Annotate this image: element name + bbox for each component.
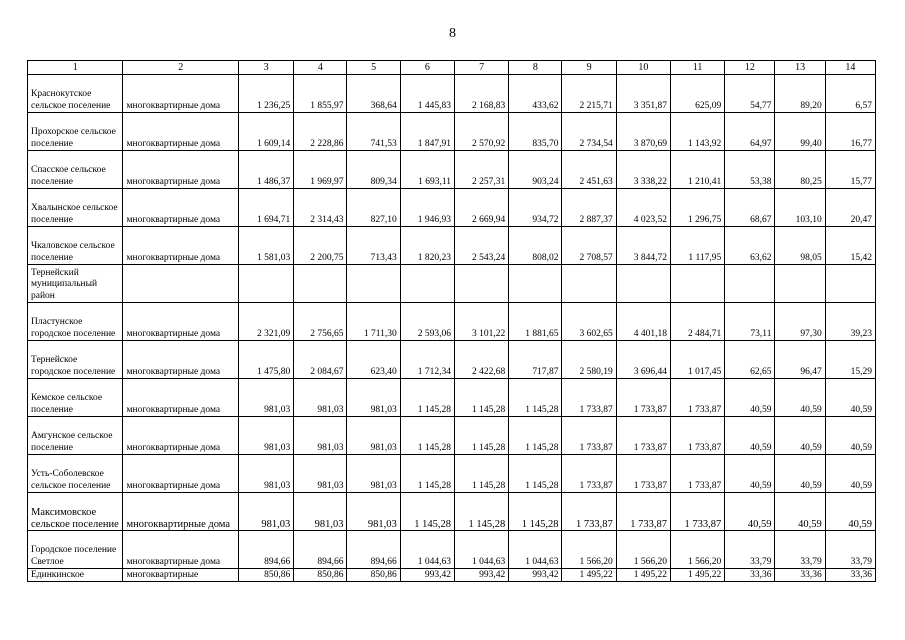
settlement-name: Амгунское сельское поселение (28, 417, 123, 455)
value-cell: 981,03 (294, 417, 347, 455)
value-cell: 1 733,87 (670, 493, 724, 531)
settlement-name: Чкаловское сельское поселение (28, 227, 123, 265)
value-cell: 2 200,75 (294, 227, 347, 265)
housing-type: многоквартирные дома (123, 417, 239, 455)
value-cell: 894,66 (347, 531, 400, 569)
settlement-name: Тернейский муниципальный район (28, 265, 123, 303)
housing-type: многоквартирные дома (123, 341, 239, 379)
value-cell: 1 495,22 (670, 569, 724, 582)
value-cell (670, 265, 724, 303)
value-cell: 1 145,28 (509, 455, 562, 493)
settlement-name: Краснокутское сельское поселение (28, 75, 123, 113)
value-cell: 1 733,87 (562, 493, 616, 531)
settlement-name: Прохорское сельское поселение (28, 113, 123, 151)
value-cell: 741,53 (347, 113, 400, 151)
value-cell: 63,62 (725, 227, 775, 265)
value-cell: 717,87 (509, 341, 562, 379)
housing-type: многоквартирные дома (123, 227, 239, 265)
value-cell: 20,47 (825, 189, 875, 227)
table-row (28, 151, 876, 189)
table-row (28, 341, 876, 379)
column-header: 12 (725, 61, 775, 75)
value-cell: 2 543,24 (454, 227, 508, 265)
value-cell: 1 711,30 (347, 303, 400, 341)
table-row (28, 227, 876, 265)
value-cell: 981,03 (238, 493, 293, 531)
value-cell: 103,10 (775, 189, 825, 227)
value-cell: 80,25 (775, 151, 825, 189)
value-cell: 1 475,80 (238, 341, 293, 379)
value-cell: 623,40 (347, 341, 400, 379)
value-cell: 1 855,97 (294, 75, 347, 113)
value-cell: 625,09 (670, 75, 724, 113)
value-cell: 68,67 (725, 189, 775, 227)
value-cell: 2 593,06 (400, 303, 454, 341)
value-cell: 2 734,54 (562, 113, 616, 151)
settlement-name: Городское поселение Светлое (28, 531, 123, 569)
value-cell: 1 145,28 (454, 493, 508, 531)
value-cell: 73,11 (725, 303, 775, 341)
value-cell: 33,36 (825, 569, 875, 582)
value-cell (400, 265, 454, 303)
value-cell: 1 495,22 (616, 569, 670, 582)
housing-type: многоквартирные дома (123, 113, 239, 151)
value-cell: 981,03 (347, 493, 400, 531)
value-cell: 1 733,87 (562, 379, 616, 417)
column-header: 9 (562, 61, 616, 75)
value-cell: 993,42 (509, 569, 562, 582)
column-header: 5 (347, 61, 400, 75)
value-cell: 1 566,20 (670, 531, 724, 569)
value-cell: 981,03 (294, 455, 347, 493)
value-cell (294, 265, 347, 303)
value-cell: 40,59 (825, 493, 875, 531)
value-cell: 2 228,86 (294, 113, 347, 151)
value-cell: 1 733,87 (562, 417, 616, 455)
value-cell: 981,03 (347, 379, 400, 417)
value-cell: 1 143,92 (670, 113, 724, 151)
value-cell (509, 265, 562, 303)
value-cell: 850,86 (238, 569, 293, 582)
value-cell: 1 145,28 (400, 379, 454, 417)
value-cell: 1 733,87 (616, 417, 670, 455)
value-cell: 40,59 (725, 417, 775, 455)
value-cell: 1 145,28 (509, 379, 562, 417)
value-cell (238, 265, 293, 303)
value-cell: 40,59 (825, 417, 875, 455)
value-cell: 981,03 (294, 379, 347, 417)
value-cell: 809,34 (347, 151, 400, 189)
settlement-name: Единкинское (28, 569, 123, 582)
column-number-row (28, 61, 876, 75)
value-cell: 894,66 (294, 531, 347, 569)
table-row (28, 265, 876, 303)
settlement-name: Кемское сельское поселение (28, 379, 123, 417)
column-header: 2 (123, 61, 239, 75)
value-cell: 2 708,57 (562, 227, 616, 265)
value-cell: 89,20 (775, 75, 825, 113)
value-cell: 981,03 (294, 493, 347, 531)
column-header: 6 (400, 61, 454, 75)
value-cell: 2 314,43 (294, 189, 347, 227)
value-cell: 1 044,63 (400, 531, 454, 569)
value-cell: 981,03 (238, 379, 293, 417)
value-cell: 1 733,87 (616, 493, 670, 531)
value-cell: 3 338,22 (616, 151, 670, 189)
value-cell: 2 669,94 (454, 189, 508, 227)
table-row (28, 113, 876, 151)
housing-type: многоквартирные дома (123, 455, 239, 493)
settlement-name: Пластунское городское поселение (28, 303, 123, 341)
housing-type: многоквартирные дома (123, 379, 239, 417)
value-cell: 54,77 (725, 75, 775, 113)
value-cell: 1 044,63 (454, 531, 508, 569)
value-cell: 1 566,20 (562, 531, 616, 569)
value-cell: 835,70 (509, 113, 562, 151)
value-cell (616, 265, 670, 303)
value-cell: 850,86 (294, 569, 347, 582)
value-cell: 99,40 (775, 113, 825, 151)
tariff-table (27, 60, 876, 582)
column-header: 14 (825, 61, 875, 75)
value-cell: 993,42 (400, 569, 454, 582)
value-cell: 1 236,25 (238, 75, 293, 113)
value-cell: 98,05 (775, 227, 825, 265)
value-cell: 2 084,67 (294, 341, 347, 379)
value-cell: 1 969,97 (294, 151, 347, 189)
table-row (28, 189, 876, 227)
value-cell: 993,42 (454, 569, 508, 582)
value-cell: 62,65 (725, 341, 775, 379)
value-cell: 1 946,93 (400, 189, 454, 227)
value-cell: 1 117,95 (670, 227, 724, 265)
value-cell: 1 145,28 (509, 493, 562, 531)
value-cell: 33,36 (775, 569, 825, 582)
value-cell: 433,62 (509, 75, 562, 113)
column-header: 8 (509, 61, 562, 75)
value-cell: 1 145,28 (400, 493, 454, 531)
settlement-name: Хвалынское сельское поселение (28, 189, 123, 227)
value-cell: 15,42 (825, 227, 875, 265)
value-cell: 1 609,14 (238, 113, 293, 151)
value-cell: 40,59 (725, 379, 775, 417)
value-cell: 981,03 (238, 455, 293, 493)
value-cell: 3 844,72 (616, 227, 670, 265)
value-cell: 1 566,20 (616, 531, 670, 569)
settlement-name: Спасское сельское поселение (28, 151, 123, 189)
value-cell: 981,03 (347, 417, 400, 455)
table-row (28, 75, 876, 113)
column-header: 7 (454, 61, 508, 75)
value-cell: 1 733,87 (562, 455, 616, 493)
housing-type (123, 265, 239, 303)
table-row (28, 303, 876, 341)
value-cell: 1 145,28 (509, 417, 562, 455)
value-cell: 3 351,87 (616, 75, 670, 113)
value-cell: 1 017,45 (670, 341, 724, 379)
value-cell (775, 265, 825, 303)
value-cell: 2 887,37 (562, 189, 616, 227)
value-cell: 33,79 (775, 531, 825, 569)
housing-type: многоквартирные дома (123, 75, 239, 113)
value-cell: 1 145,28 (454, 417, 508, 455)
value-cell: 2 168,83 (454, 75, 508, 113)
value-cell: 1 733,87 (670, 379, 724, 417)
value-cell: 2 422,68 (454, 341, 508, 379)
settlement-name: Максимовское сельское поселение (28, 493, 123, 531)
housing-type: многоквартирные дома (123, 303, 239, 341)
value-cell: 2 321,09 (238, 303, 293, 341)
value-cell: 53,38 (725, 151, 775, 189)
value-cell: 40,59 (775, 379, 825, 417)
value-cell: 981,03 (238, 417, 293, 455)
value-cell: 1 820,23 (400, 227, 454, 265)
value-cell: 1 486,37 (238, 151, 293, 189)
value-cell: 1 847,91 (400, 113, 454, 151)
value-cell: 33,79 (825, 531, 875, 569)
column-header: 1 (28, 61, 123, 75)
column-header: 13 (775, 61, 825, 75)
value-cell: 40,59 (725, 455, 775, 493)
value-cell: 16,77 (825, 113, 875, 151)
settlement-name: Тернейское городское поселение (28, 341, 123, 379)
column-header: 4 (294, 61, 347, 75)
value-cell: 1 693,11 (400, 151, 454, 189)
value-cell: 1 145,28 (454, 455, 508, 493)
value-cell: 1 733,87 (616, 379, 670, 417)
value-cell: 2 756,65 (294, 303, 347, 341)
value-cell: 2 215,71 (562, 75, 616, 113)
table-row (28, 569, 876, 582)
value-cell: 40,59 (825, 455, 875, 493)
value-cell: 1 296,75 (670, 189, 724, 227)
value-cell: 850,86 (347, 569, 400, 582)
value-cell: 1 733,87 (616, 455, 670, 493)
value-cell: 1 733,87 (670, 417, 724, 455)
value-cell: 1 712,34 (400, 341, 454, 379)
value-cell: 40,59 (775, 455, 825, 493)
value-cell (725, 265, 775, 303)
table-row (28, 455, 876, 493)
value-cell: 1 145,28 (454, 379, 508, 417)
value-cell: 2 451,63 (562, 151, 616, 189)
value-cell: 808,02 (509, 227, 562, 265)
table-row (28, 417, 876, 455)
value-cell: 64,97 (725, 113, 775, 151)
value-cell (347, 265, 400, 303)
value-cell: 2 570,92 (454, 113, 508, 151)
value-cell: 3 870,69 (616, 113, 670, 151)
housing-type: многоквартирные дома (123, 189, 239, 227)
table-row (28, 379, 876, 417)
value-cell: 3 602,65 (562, 303, 616, 341)
value-cell: 96,47 (775, 341, 825, 379)
value-cell: 40,59 (775, 417, 825, 455)
value-cell: 15,29 (825, 341, 875, 379)
column-header: 3 (238, 61, 293, 75)
value-cell: 40,59 (825, 379, 875, 417)
value-cell: 368,64 (347, 75, 400, 113)
value-cell: 1 044,63 (509, 531, 562, 569)
value-cell: 713,43 (347, 227, 400, 265)
housing-type: многоквартирные дома (123, 151, 239, 189)
value-cell: 1 145,28 (400, 455, 454, 493)
table-row (28, 531, 876, 569)
value-cell: 1 694,71 (238, 189, 293, 227)
value-cell: 2 484,71 (670, 303, 724, 341)
value-cell: 1 733,87 (670, 455, 724, 493)
value-cell (454, 265, 508, 303)
table-row (28, 493, 876, 531)
value-cell: 1 210,41 (670, 151, 724, 189)
housing-type: многоквартирные дома (123, 531, 239, 569)
value-cell: 4 401,18 (616, 303, 670, 341)
value-cell: 40,59 (725, 493, 775, 531)
value-cell: 3 101,22 (454, 303, 508, 341)
page-number: 8 (449, 26, 456, 41)
value-cell: 40,59 (775, 493, 825, 531)
value-cell: 1 145,28 (400, 417, 454, 455)
value-cell (825, 265, 875, 303)
value-cell: 33,36 (725, 569, 775, 582)
value-cell: 2 257,31 (454, 151, 508, 189)
settlement-name: Усть-Соболевское сельское поселение (28, 455, 123, 493)
value-cell: 894,66 (238, 531, 293, 569)
column-header: 11 (670, 61, 724, 75)
housing-type: многоквартирные (123, 569, 239, 582)
value-cell: 981,03 (347, 455, 400, 493)
housing-type: многоквартирные дома (123, 493, 239, 531)
value-cell: 1 495,22 (562, 569, 616, 582)
value-cell: 1 445,83 (400, 75, 454, 113)
value-cell: 97,30 (775, 303, 825, 341)
value-cell: 903,24 (509, 151, 562, 189)
value-cell: 827,10 (347, 189, 400, 227)
value-cell: 4 023,52 (616, 189, 670, 227)
value-cell: 934,72 (509, 189, 562, 227)
value-cell: 1 881,65 (509, 303, 562, 341)
table-body (28, 75, 876, 582)
value-cell: 33,79 (725, 531, 775, 569)
value-cell: 15,77 (825, 151, 875, 189)
value-cell: 3 696,44 (616, 341, 670, 379)
column-header: 10 (616, 61, 670, 75)
value-cell: 39,23 (825, 303, 875, 341)
value-cell: 1 581,03 (238, 227, 293, 265)
value-cell: 6,57 (825, 75, 875, 113)
value-cell (562, 265, 616, 303)
value-cell: 2 580,19 (562, 341, 616, 379)
